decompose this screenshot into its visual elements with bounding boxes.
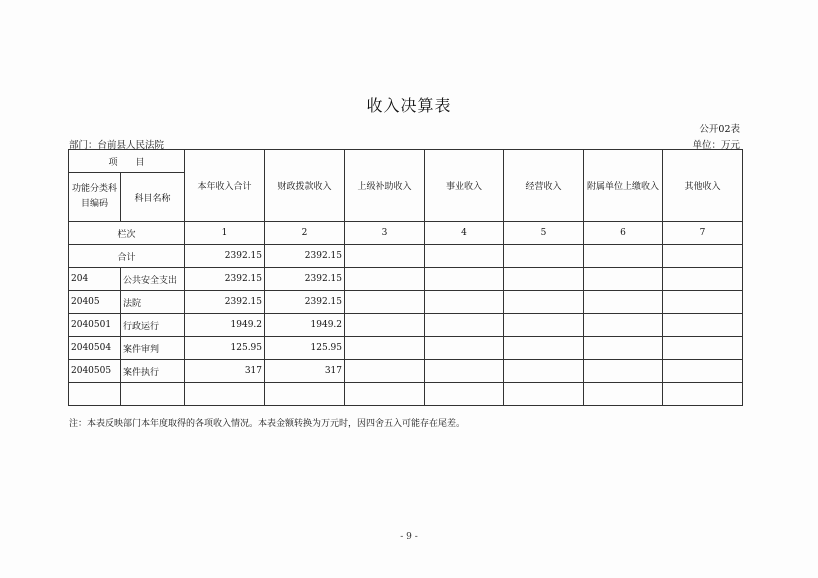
row-cell: [584, 360, 663, 383]
table-row: [69, 337, 743, 360]
header-col-6: 附属单位上缴收入: [584, 150, 663, 222]
header-subject-name: 科目名称: [121, 173, 185, 222]
row-cell: [504, 268, 584, 291]
total-label: 合计: [69, 245, 185, 268]
row-cell: [425, 337, 504, 360]
row-cell: [584, 291, 663, 314]
row-cell: [345, 314, 425, 337]
row-cell: 1949.2: [265, 314, 345, 337]
unit-label: 单位：万元: [692, 140, 740, 151]
column-row-label: 栏次: [69, 222, 185, 245]
column-number: 4: [425, 222, 504, 245]
row-cell: 125.95: [185, 337, 265, 360]
row-cell: [425, 291, 504, 314]
total-row: [69, 245, 743, 268]
row-cell: [504, 314, 584, 337]
row-name: 行政运行: [121, 314, 185, 337]
header-col-3: 上级补助收入: [345, 150, 425, 222]
empty-row: [69, 383, 743, 406]
row-cell: [504, 337, 584, 360]
row-cell: [504, 360, 584, 383]
table-row: [69, 314, 743, 337]
total-cell: [663, 245, 743, 268]
column-number: 7: [663, 222, 743, 245]
table-row: [69, 291, 743, 314]
row-code: 20405: [69, 291, 121, 314]
row-cell: [584, 337, 663, 360]
row-cell: 2392.15: [265, 268, 345, 291]
header-col-4: 事业收入: [425, 150, 504, 222]
column-number: 1: [185, 222, 265, 245]
header-item: 项 目: [69, 150, 185, 173]
row-cell: [345, 291, 425, 314]
column-number: 2: [265, 222, 345, 245]
column-number: 3: [345, 222, 425, 245]
header-col-5: 经营收入: [504, 150, 584, 222]
page-number: - 9 -: [400, 532, 418, 542]
row-cell: 1949.2: [185, 314, 265, 337]
row-cell: [345, 268, 425, 291]
row-cell: [663, 268, 743, 291]
row-cell: 125.95: [265, 337, 345, 360]
row-code: 204: [69, 268, 121, 291]
department-label: 部门：台前县人民法院: [69, 140, 165, 151]
income-table: [68, 149, 743, 406]
row-cell: 2392.15: [265, 291, 345, 314]
column-number: 5: [504, 222, 584, 245]
row-cell: [663, 337, 743, 360]
header-func-code: 功能分类科目编码: [69, 173, 121, 222]
row-cell: 317: [185, 360, 265, 383]
row-cell: [663, 314, 743, 337]
row-cell: [504, 291, 584, 314]
table-row: [69, 360, 743, 383]
row-cell: [425, 360, 504, 383]
total-cell: [584, 245, 663, 268]
page-title: 收入决算表: [366, 96, 452, 115]
total-cell: 2392.15: [265, 245, 345, 268]
total-cell: [425, 245, 504, 268]
total-cell: 2392.15: [185, 245, 265, 268]
row-cell: 317: [265, 360, 345, 383]
row-cell: [425, 314, 504, 337]
total-cell: [345, 245, 425, 268]
table-row: [69, 268, 743, 291]
header-col-2: 财政拨款收入: [265, 150, 345, 222]
row-cell: [584, 268, 663, 291]
row-cell: [345, 360, 425, 383]
row-code: 2040504: [69, 337, 121, 360]
header-col-1: 本年收入合计: [185, 150, 265, 222]
row-cell: 2392.15: [185, 291, 265, 314]
header-col-7: 其他收入: [663, 150, 743, 222]
row-name: 案件审判: [121, 337, 185, 360]
row-cell: 2392.15: [185, 268, 265, 291]
row-code: 2040505: [69, 360, 121, 383]
row-cell: [345, 337, 425, 360]
row-name: 公共安全支出: [121, 268, 185, 291]
row-cell: [584, 314, 663, 337]
column-number-row: [69, 222, 743, 245]
total-cell: [504, 245, 584, 268]
row-name: 法院: [121, 291, 185, 314]
row-cell: [663, 291, 743, 314]
column-number: 6: [584, 222, 663, 245]
row-code: 2040501: [69, 314, 121, 337]
table-code: 公开02表: [699, 124, 740, 135]
table-note: 注：本表反映部门本年度取得的各项收入情况。本表金额转换为万元时，因四舍五入可能存在尾差。: [69, 419, 466, 429]
row-name: 案件执行: [121, 360, 185, 383]
row-cell: [425, 268, 504, 291]
row-cell: [663, 360, 743, 383]
